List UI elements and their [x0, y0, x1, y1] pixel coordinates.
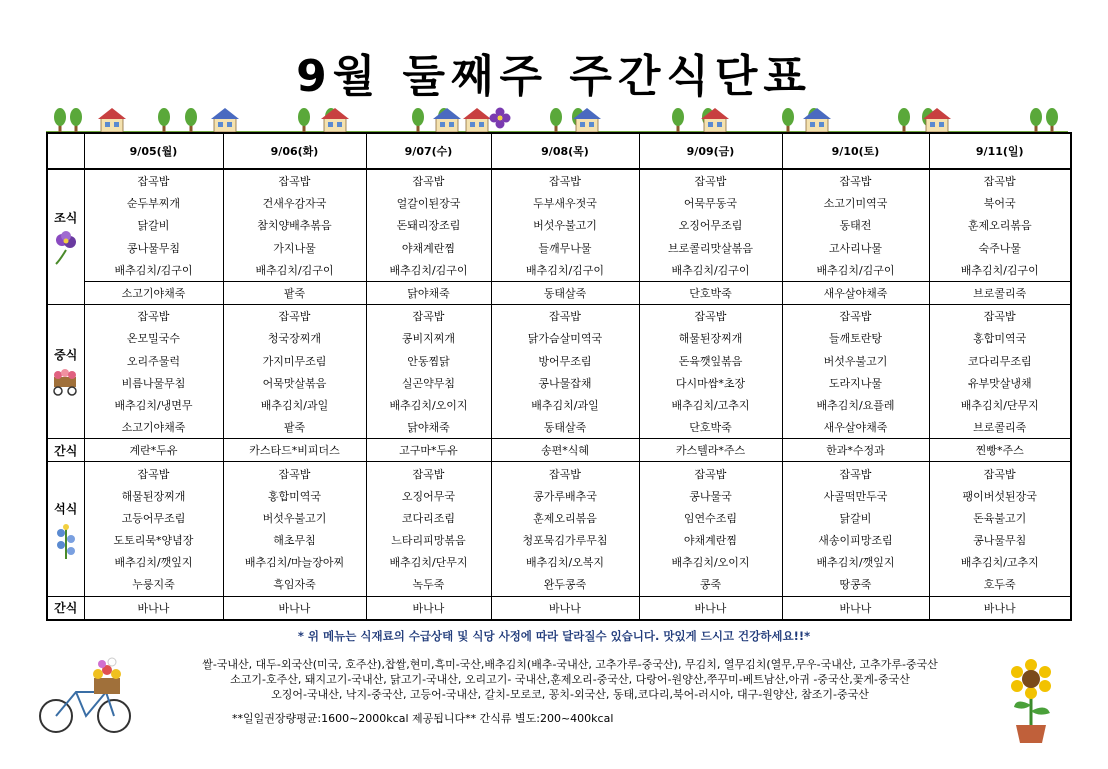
menu-cell: 얼갈이된장국 [366, 192, 491, 214]
menu-cell: 코다리무조림 [929, 350, 1070, 372]
menu-cell: 훈제오리볶음 [491, 507, 639, 529]
menu-cell: 호두죽 [929, 573, 1070, 596]
menu-cell: 잡곡밥 [639, 305, 782, 328]
menu-cell: 배추김치/김구이 [491, 259, 639, 282]
table-row [48, 551, 1070, 573]
menu-cell: 동태살죽 [491, 416, 639, 439]
menu-cell: 청포묵김가루무침 [491, 529, 639, 551]
menu-cell: 콩나물국 [639, 485, 782, 507]
tree-icon [70, 108, 82, 132]
menu-cell: 닭야채죽 [366, 416, 491, 439]
menu-cell: 잡곡밥 [223, 462, 366, 485]
menu-cell: 잡곡밥 [929, 169, 1070, 192]
menu-cell: 배추김치/깻잎지 [782, 551, 929, 573]
origin-info [140, 657, 1000, 702]
menu-cell: 배추김치/요플레 [782, 394, 929, 416]
house-icon [803, 108, 831, 132]
menu-cell: 닭갈비 [782, 507, 929, 529]
menu-cell: 브로콜리맛살볶음 [639, 237, 782, 259]
menu-cell: 누룽지죽 [84, 573, 223, 596]
menu-cell: 어묵무동국 [639, 192, 782, 214]
day-header: 9/10(토) [782, 134, 929, 169]
menu-cell: 참치양배추볶음 [223, 214, 366, 236]
table-row [48, 416, 1070, 439]
table-row [48, 169, 1070, 192]
village-decoration [46, 102, 1068, 134]
house-icon [433, 108, 461, 132]
menu-cell: 느타리피망볶음 [366, 529, 491, 551]
menu-cell: 닭갈비 [84, 214, 223, 236]
menu-cell: 바나나 [929, 596, 1070, 619]
menu-cell: 송편*식혜 [491, 439, 639, 462]
menu-cell: 배추김치/김구이 [929, 259, 1070, 282]
menu-cell: 닭가슴살미역국 [491, 327, 639, 349]
menu-cell: 잡곡밥 [929, 305, 1070, 328]
menu-cell: 바나나 [639, 596, 782, 619]
menu-cell: 배추김치/김구이 [366, 259, 491, 282]
menu-cell: 야채계란찜 [639, 529, 782, 551]
menu-cell: 단호박죽 [639, 416, 782, 439]
table-row [48, 281, 1070, 304]
menu-cell: 해초무침 [223, 529, 366, 551]
menu-cell: 배추김치/김구이 [782, 259, 929, 282]
menu-cell: 도라지나물 [782, 372, 929, 394]
table-row [48, 259, 1070, 282]
tree-icon [898, 108, 910, 132]
menu-cell: 버섯우불고기 [223, 507, 366, 529]
tree-icon [550, 108, 562, 132]
menu-cell: 콩가루배추국 [491, 485, 639, 507]
table-row [48, 372, 1070, 394]
table-row [48, 439, 1070, 462]
menu-cell: 잡곡밥 [366, 462, 491, 485]
menu-cell: 배추김치/마늘장아찌 [223, 551, 366, 573]
menu-cell: 배추김치/고추지 [929, 551, 1070, 573]
menu-cell: 잡곡밥 [782, 462, 929, 485]
menu-cell: 새송이피망조림 [782, 529, 929, 551]
tree-icon [412, 108, 424, 132]
meal-label [48, 169, 84, 305]
house-icon [211, 108, 239, 132]
menu-cell: 잡곡밥 [782, 169, 929, 192]
menu-cell: 콩나물무침 [929, 529, 1070, 551]
day-header: 9/09(금) [639, 134, 782, 169]
meal-label [48, 439, 84, 462]
menu-cell: 비름나물무침 [84, 372, 223, 394]
menu-cell: 가지미무조림 [223, 350, 366, 372]
menu-cell: 야채계란찜 [366, 237, 491, 259]
menu-cell: 배추김치/단무지 [929, 394, 1070, 416]
menu-cell: 해물된장찌개 [639, 327, 782, 349]
menu-cell: 들깨토란탕 [782, 327, 929, 349]
menu-cell: 잡곡밥 [84, 305, 223, 328]
menu-cell: 잡곡밥 [366, 169, 491, 192]
menu-cell: 배추김치/깻잎지 [84, 551, 223, 573]
menu-cell: 카스텔라*주스 [639, 439, 782, 462]
table-row [48, 573, 1070, 596]
menu-cell: 흑임자죽 [223, 573, 366, 596]
menu-cell: 바나나 [491, 596, 639, 619]
menu-cell: 잡곡밥 [223, 169, 366, 192]
menu-cell: 배추김치/오이지 [639, 551, 782, 573]
menu-cell: 새우살야채죽 [782, 281, 929, 304]
tree-icon [1030, 108, 1042, 132]
menu-cell: 소고기야채죽 [84, 281, 223, 304]
table-row [48, 237, 1070, 259]
menu-table [48, 134, 1070, 619]
menu-cell: 바나나 [223, 596, 366, 619]
menu-cell: 어묵맛살볶음 [223, 372, 366, 394]
kcal-note: **일일권장량평균:1600~2000kcal 제공됩니다** 간식류 별도:200~400kcal [232, 712, 614, 725]
menu-cell: 잡곡밥 [639, 169, 782, 192]
menu-cell: 해물된장찌개 [84, 485, 223, 507]
day-header: 9/06(화) [223, 134, 366, 169]
table-row [48, 507, 1070, 529]
menu-cell: 배추김치/과일 [223, 394, 366, 416]
tree-icon [298, 108, 310, 132]
page-title: 9월 둘째주 주간식단표 [296, 51, 812, 102]
menu-cell: 한과*수정과 [782, 439, 929, 462]
origin-line: 오징어-국내산, 낙지-중국산, 고등어-국내산, 갈치-모로코, 꽁치-외국산, 동태,코다리,북어-러시아, 대구-원양산, 참조기-중국산 [271, 688, 869, 701]
menu-cell: 닭야채죽 [366, 281, 491, 304]
menu-cell: 북어국 [929, 192, 1070, 214]
menu-cell: 오징어무국 [366, 485, 491, 507]
menu-cell: 소고기미역국 [782, 192, 929, 214]
menu-cell: 배추김치/냉면무 [84, 394, 223, 416]
menu-cell: 잡곡밥 [491, 305, 639, 328]
menu-cell: 훈제오리볶음 [929, 214, 1070, 236]
menu-cell: 버섯우불고기 [782, 350, 929, 372]
table-row [48, 394, 1070, 416]
menu-cell: 단호박죽 [639, 281, 782, 304]
meal-label-text: 중식 [54, 348, 78, 363]
menu-cell: 팽이버섯된장국 [929, 485, 1070, 507]
bicycle-icon [36, 648, 136, 738]
table-row [48, 327, 1070, 349]
menu-cell: 코다리조림 [366, 507, 491, 529]
menu-cell: 잡곡밥 [84, 169, 223, 192]
menu-cell: 배추김치/과일 [491, 394, 639, 416]
menu-cell: 온모밀국수 [84, 327, 223, 349]
day-header: 9/05(월) [84, 134, 223, 169]
menu-cell: 순두부찌개 [84, 192, 223, 214]
menu-cell: 잡곡밥 [366, 305, 491, 328]
house-icon [463, 108, 491, 132]
tree-icon [54, 108, 66, 132]
menu-cell: 다시마쌈*초장 [639, 372, 782, 394]
menu-cell: 잡곡밥 [491, 169, 639, 192]
menu-cell: 배추김치/김구이 [223, 259, 366, 282]
day-header: 9/11(일) [929, 134, 1070, 169]
menu-cell: 배추김치/단무지 [366, 551, 491, 573]
meal-label-text: 조식 [54, 210, 78, 225]
menu-cell: 찐빵*주스 [929, 439, 1070, 462]
menu-cell: 가지나물 [223, 237, 366, 259]
menu-cell: 홍합미역국 [223, 485, 366, 507]
menu-cell: 돈육깻잎볶음 [639, 350, 782, 372]
table-row [48, 596, 1070, 619]
menu-cell: 땅콩죽 [782, 573, 929, 596]
menu-cell: 잡곡밥 [782, 305, 929, 328]
menu-cell: 카스타드*비피더스 [223, 439, 366, 462]
house-icon [321, 108, 349, 132]
menu-cell: 유부맛살냉채 [929, 372, 1070, 394]
menu-cell: 고구마*두유 [366, 439, 491, 462]
day-header: 9/07(수) [366, 134, 491, 169]
menu-footnote: * 위 메뉴는 식재료의 수급상태 및 식당 사정에 따라 달라질수 있습니다. 맛있게 드시고 건강하세요!!* [297, 629, 811, 643]
menu-cell: 잡곡밥 [491, 462, 639, 485]
menu-cell: 바나나 [84, 596, 223, 619]
meal-label [48, 305, 84, 439]
tree-icon [672, 108, 684, 132]
menu-cell: 두부새우젓국 [491, 192, 639, 214]
menu-cell: 잡곡밥 [639, 462, 782, 485]
menu-cell: 임연수조림 [639, 507, 782, 529]
menu-cell: 브로콜리죽 [929, 281, 1070, 304]
table-row [48, 529, 1070, 551]
menu-cell: 콩나물잡채 [491, 372, 639, 394]
table-row [48, 462, 1070, 485]
menu-cell: 배추김치/김구이 [639, 259, 782, 282]
menu-cell: 홍합미역국 [929, 327, 1070, 349]
menu-cell: 실곤약무침 [366, 372, 491, 394]
menu-cell: 동태전 [782, 214, 929, 236]
menu-cell: 안동찜닭 [366, 350, 491, 372]
menu-cell: 완두콩죽 [491, 573, 639, 596]
menu-cell: 콩죽 [639, 573, 782, 596]
flower-cart-icon [50, 367, 82, 397]
menu-cell: 배추김치/김구이 [84, 259, 223, 282]
menu-cell: 잡곡밥 [223, 305, 366, 328]
origin-line: 쌀-국내산, 대두-외국산(미국, 호주산),찹쌀,현미,흑미-국산,배추김치(배추-국내산, 고추가루-중국산), 무김치, 열무김치(열무,무우-국내산, 고추가루-중국산 [202, 658, 938, 671]
menu-cell: 콩비지찌개 [366, 327, 491, 349]
tree-icon [782, 108, 794, 132]
day-header: 9/08(목) [491, 134, 639, 169]
menu-cell: 배추김치/고추지 [639, 394, 782, 416]
meal-label-text: 간식 [54, 443, 78, 458]
table-row [48, 485, 1070, 507]
sunflower-icon [996, 655, 1066, 745]
origin-line: 소고기-호주산, 돼지고기-국내산, 닭고기-국내산, 오리고기- 국내산,훈제오리-중국산, 다랑어-원양산,쭈꾸미-베트남산,아귀 -중국산,꽃게-중국산 [230, 673, 910, 686]
menu-cell: 돈육불고기 [929, 507, 1070, 529]
menu-cell: 새우살야채죽 [782, 416, 929, 439]
menu-cell: 오징어무조림 [639, 214, 782, 236]
flower-icon [52, 230, 80, 266]
menu-cell: 배추김치/오이지 [366, 394, 491, 416]
bluebell-icon [53, 521, 79, 559]
meal-label [48, 596, 84, 619]
tree-icon [185, 108, 197, 132]
menu-cell: 동태살죽 [491, 281, 639, 304]
menu-cell: 콩나물무침 [84, 237, 223, 259]
meal-label-text: 석식 [54, 501, 78, 516]
menu-cell: 브로콜리죽 [929, 416, 1070, 439]
meal-label-text: 간식 [54, 601, 78, 616]
meal-label [48, 462, 84, 596]
menu-cell: 녹두죽 [366, 573, 491, 596]
menu-cell: 건새우감자국 [223, 192, 366, 214]
menu-cell: 돈돼리장조림 [366, 214, 491, 236]
menu-cell: 바나나 [782, 596, 929, 619]
menu-cell: 팥죽 [223, 416, 366, 439]
menu-cell: 잡곡밥 [929, 462, 1070, 485]
table-row [48, 305, 1070, 328]
menu-cell: 바나나 [366, 596, 491, 619]
corner-cell [48, 134, 84, 169]
menu-cell: 사골떡만두국 [782, 485, 929, 507]
table-row [48, 192, 1070, 214]
menu-cell: 고사리나물 [782, 237, 929, 259]
menu-cell: 방어무조림 [491, 350, 639, 372]
tree-icon [1046, 108, 1058, 132]
menu-cell: 버섯우불고기 [491, 214, 639, 236]
table-row [48, 214, 1070, 236]
menu-cell: 잡곡밥 [84, 462, 223, 485]
menu-cell: 숙주나물 [929, 237, 1070, 259]
menu-cell: 계란*두유 [84, 439, 223, 462]
menu-cell: 도토리묵*양념장 [84, 529, 223, 551]
menu-cell: 고등어무조림 [84, 507, 223, 529]
flower-icon [490, 108, 511, 129]
menu-cell: 청국장찌개 [223, 327, 366, 349]
menu-cell: 오리주물럭 [84, 350, 223, 372]
house-icon [98, 108, 126, 132]
table-row [48, 350, 1070, 372]
menu-cell: 팥죽 [223, 281, 366, 304]
tree-icon [158, 108, 170, 132]
menu-cell: 소고기야채죽 [84, 416, 223, 439]
menu-table-frame [46, 132, 1072, 621]
menu-cell: 들깨무나물 [491, 237, 639, 259]
menu-cell: 배추김치/오복지 [491, 551, 639, 573]
